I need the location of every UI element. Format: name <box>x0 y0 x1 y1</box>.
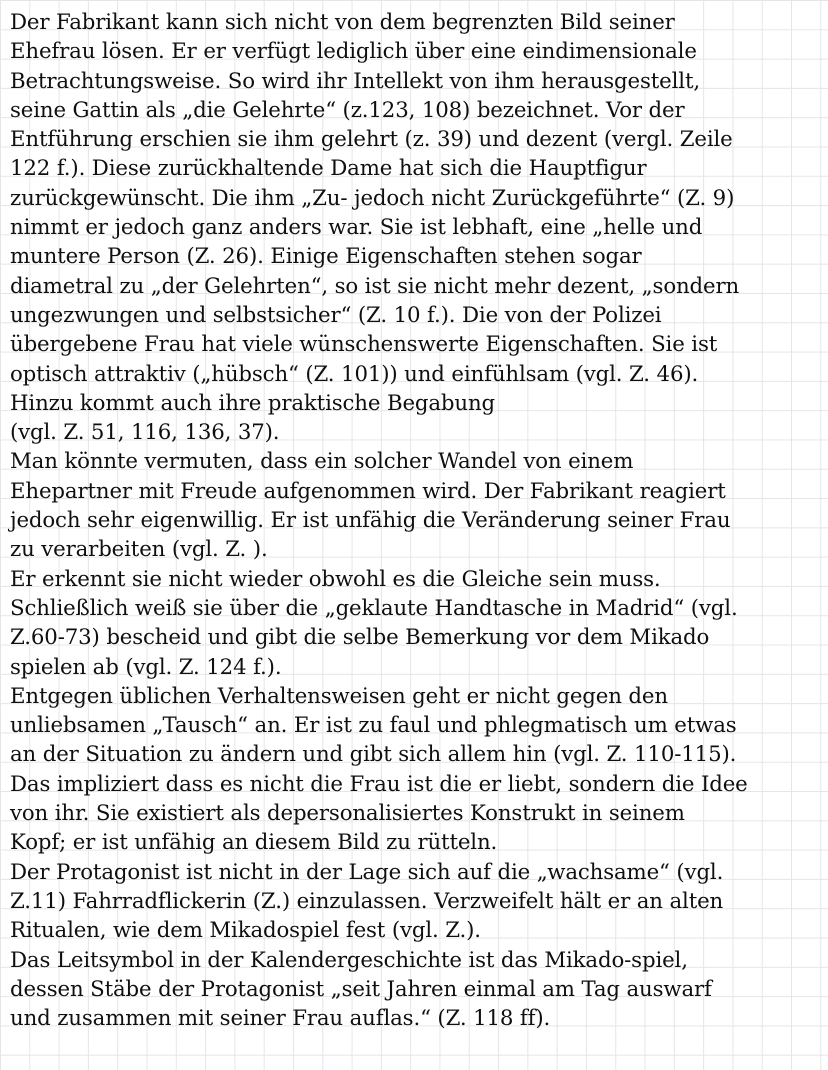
text-line: Ehepartner mit Freude aufgenommen wird. Der Fabrikant reagiert <box>10 478 726 504</box>
text-line: Er erkennt sie nicht wieder obwohl es die Gleiche sein muss. <box>10 566 661 592</box>
text-line: übergebene Frau hat viele wünschenswerte Eigenschaften. Sie ist <box>10 332 718 358</box>
text-line: Z.60-73) bescheid und gibt die selbe Bemerkung vor dem Mikado <box>10 625 710 651</box>
text-line: jedoch sehr eigenwillig. Er ist unfähig die Veränderung seiner Frau <box>10 508 731 534</box>
text-line: Der Protagonist ist nicht in der Lage sich auf die „wachsame“ (vgl. <box>10 859 724 885</box>
text-line: Betrachtungsweise. So wird ihr Intellekt von ihm herausgestellt, <box>10 68 700 94</box>
essay-text <box>10 8 822 1033</box>
text-line: Man könnte vermuten, dass ein solcher Wandel von einem <box>10 449 634 475</box>
text-line: Das Leitsymbol in der Kalendergeschichte ist das Mikado-spiel, <box>10 947 688 973</box>
text-line: Kopf; er ist unfähig an diesem Bild zu rütteln. <box>10 830 498 856</box>
text-line: (vgl. Z. 51, 116, 136, 37). <box>10 420 280 446</box>
text-line: und zusammen mit seiner Frau auflas.“ (Z. 118 ff). <box>10 1006 551 1032</box>
text-line: unliebsamen „Tausch“ an. Er ist zu faul und phlegmatisch um etwas <box>10 713 737 739</box>
text-line: Z.11) Fahrradflickerin (Z.) einzulassen. Verzweifelt hält er an alten <box>10 888 724 914</box>
text-line: ungezwungen und selbstsicher“ (Z. 10 f.). Die von der Polizei <box>10 302 662 328</box>
text-line: von ihr. Sie existiert als depersonalisiertes Konstrukt in seinem <box>10 801 685 827</box>
text-line: nimmt er jedoch ganz anders war. Sie ist lebhaft, eine „helle und <box>10 215 703 241</box>
text-line: dessen Stäbe der Protagonist „seit Jahren einmal am Tag auswarf <box>10 976 712 1002</box>
text-line: Ritualen, wie dem Mikadospiel fest (vgl. Z.). <box>10 918 481 944</box>
text-line: Schließlich weiß sie über die „geklaute Handtasche in Madrid“ (vgl. <box>10 595 738 621</box>
text-line: an der Situation zu ändern und gibt sich allem hin (vgl. Z. 110-115). <box>10 742 737 768</box>
text-line: Entführung erschien sie ihm gelehrt (z. 39) und dezent (vergl. Zeile <box>10 127 733 153</box>
text-line: Hinzu kommt auch ihre praktische Begabung <box>10 390 496 416</box>
text-line: Das impliziert dass es nicht die Frau ist die er liebt, sondern die Idee <box>10 771 748 797</box>
text-line: muntere Person (Z. 26). Einige Eigenschaften stehen sogar <box>10 244 642 270</box>
text-line: zurückgewünscht. Die ihm „Zu- jedoch nicht Zurückgeführte“ (Z. 9) <box>10 185 735 211</box>
text-line: zu verarbeiten (vgl. Z. ). <box>10 537 268 563</box>
text-line: diametral zu „der Gelehrten“, so ist sie nicht mehr dezent, „sondern <box>10 273 740 299</box>
text-line: optisch attraktiv („hübsch“ (Z. 101)) und einfühlsam (vgl. Z. 46). <box>10 361 699 387</box>
text-line: seine Gattin als „die Gelehrte“ (z.123, 108) bezeichnet. Vor der <box>10 97 685 123</box>
text-line: 122 f.). Diese zurückhaltende Dame hat sich die Hauptfigur <box>10 156 647 182</box>
text-line: Ehefrau lösen. Er er verfügt lediglich über eine eindimensionale <box>10 39 697 65</box>
text-line: Der Fabrikant kann sich nicht von dem begrenzten Bild seiner <box>10 10 675 35</box>
text-line: Entgegen üblichen Verhaltensweisen geht er nicht gegen den <box>10 683 668 709</box>
text-line: spielen ab (vgl. Z. 124 f.). <box>10 654 282 680</box>
